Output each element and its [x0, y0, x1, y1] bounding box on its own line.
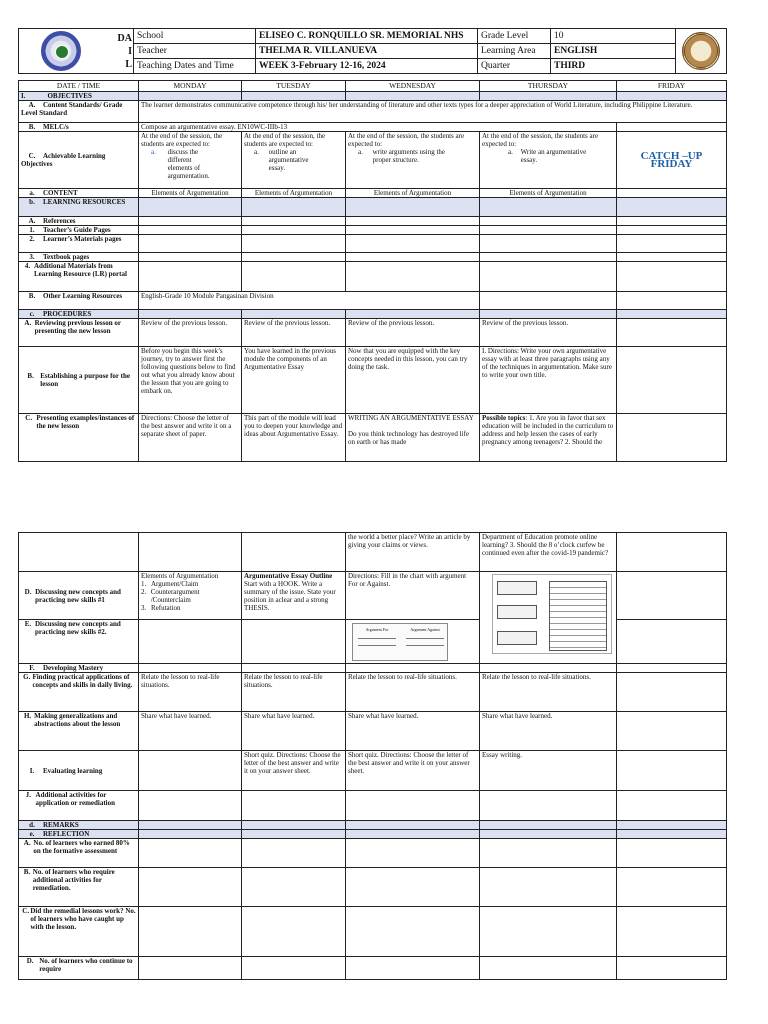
col-header-tuesday: TUESDAY — [242, 81, 346, 92]
other-resources-label: B. Other Learning Resources — [19, 292, 139, 310]
generalizations-wednesday: Share what have learned. — [346, 712, 480, 751]
learning-resources-section: b. LEARNING RESOURCES — [19, 198, 139, 217]
reviewing-thursday: Review of the previous lesson. — [480, 319, 617, 347]
reviewing-label: A. Reviewing previous lesson or presenting the new lesson — [19, 319, 139, 347]
presenting-label: C. Presenting examples/instances of the new lesson — [19, 414, 139, 462]
presenting-wednesday: WRITING AN ARGUMENTATIVE ESSAY Do you think technology has destroyed life on earth or has made — [346, 414, 480, 462]
school-label: School — [134, 29, 256, 44]
objectives-section: I. OBJECTIVES — [19, 92, 139, 101]
content-tuesday: Elements of Argumentation — [242, 189, 346, 198]
purpose-wednesday: Now that you are equipped with the key concepts needed in this lesson, you can try doing the task. — [346, 347, 480, 414]
finding-applications-label: G. Finding practical applications of concepts and skills in daily living. — [19, 673, 139, 712]
references-label: A. References — [19, 217, 139, 226]
list-item: Counterargument /Counterclaim — [150, 588, 200, 604]
alo-monday: At the end of the session, the students are expected to: a. discuss the different elements of argumentation. — [139, 132, 242, 189]
essay-outline-diagram — [492, 574, 612, 654]
col-header-thursday: THURSDAY — [480, 81, 617, 92]
textbook-pages-label: 3. Textbook pages — [19, 253, 139, 262]
evaluating-tuesday: Short quiz. Directions: Choose the letter of the best answer and write it on your answer sheet. — [242, 751, 346, 791]
presenting-thursday: Possible topics: 1. Are you in favor that sex education will be included in the curriculum to address and help lessen the cases of early pregnancy among teenagers? 2. Should the — [480, 414, 617, 462]
presenting-thursday-cont: Department of Education promote online learning? 3. Should the 8 o’clock curfew be continued even after the covid-19 pandemic? — [480, 533, 617, 572]
purpose-tuesday: You have learned in the previous module the components of an Argumentative Essay — [242, 347, 346, 414]
melc-label: B. MELC/s — [19, 123, 139, 132]
applications-thursday: Relate the lesson to real-life situations. — [480, 673, 617, 712]
grade-level-label: Grade Level — [478, 29, 551, 44]
list-item: Argument/Claim — [151, 580, 199, 588]
discussing-1-wednesday: Directions: Fill in the chart with argument For or Against. — [346, 572, 480, 620]
presenting-monday: Directions: Choose the letter of the best answer and write it on a separate sheet of paper. — [139, 414, 242, 462]
discussing-1-monday: Elements of Argumentation 1. Argument/Claim 2. Counterargument /Counterclaim 3. Refutation — [139, 572, 242, 620]
content-monday: Elements of Argumentation — [139, 189, 242, 198]
content-standards-label: A. Content Standards/ Grade Level Standard — [19, 101, 139, 123]
additional-activities-label: J. Additional activities for application or remediation — [19, 791, 139, 821]
melc-value: Compose an argumentative essay. EN10WC-IIIb-13 — [139, 123, 617, 132]
presenting-tuesday: This part of the module will lead you to deepen your knowledge and ideas about Argumentative Essay. — [242, 414, 346, 462]
school-seal-cell — [676, 29, 727, 74]
reflection-d-label: D. No. of learners who continue to require — [19, 957, 139, 980]
alo-label: C. Achievable Learning Objectives — [19, 132, 139, 189]
argument-for-against-chart: Argument For Argument Against — [352, 623, 448, 661]
reflection-section: e. REFLECTION — [19, 830, 139, 839]
reflection-c-label: C. Did the remedial lessons work? No. of learners who have caught up with the lesson. — [19, 907, 139, 957]
evaluating-thursday: Essay writing. — [480, 751, 617, 791]
dll-table-page2 — [18, 532, 727, 980]
remarks-section: d. REMARKS — [19, 821, 139, 830]
purpose-label: B. Establishing a purpose for the lesson — [19, 347, 139, 414]
argument-chart-cell — [346, 620, 480, 664]
content-thursday: Elements of Argumentation — [480, 189, 617, 198]
alo-wednesday: At the end of the session, the students are expected to: a. write arguments using the proper structure. — [346, 132, 480, 189]
generalizations-tuesday: Share what have learned. — [242, 712, 346, 751]
col-header-monday: MONDAY — [139, 81, 242, 92]
title-letter: I — [128, 45, 132, 57]
generalizations-monday: Share what have learned. — [139, 712, 242, 751]
evaluating-label: I. Evaluating learning — [19, 751, 139, 791]
catch-up-friday-label: CATCH –UP FRIDAY — [617, 132, 727, 189]
quarter-value: THIRD — [551, 59, 676, 74]
developing-mastery-label: F. Developing Mastery — [19, 664, 139, 673]
discussing-1-label: D. Discussing new concepts and practicing new skills #1 — [19, 572, 139, 620]
teacher-label: Teacher — [134, 44, 256, 59]
essay-outline-diagram-cell — [480, 572, 617, 664]
discussing-1-tuesday: Argumentative Essay Outline Start with a HOOK. Write a summary of the issue. State your position in aclear and a strong THESIS. — [242, 572, 346, 620]
col-header-date: DATE / TIME — [19, 81, 139, 92]
reviewing-monday: Review of the previous lesson. — [139, 319, 242, 347]
applications-tuesday: Relate the lesson to real-life situations. — [242, 673, 346, 712]
procedures-section: c. PROCEDURES — [19, 310, 139, 319]
applications-monday: Relate the lesson to real-life situations. — [139, 673, 242, 712]
reviewing-tuesday: Review of the previous lesson. — [242, 319, 346, 347]
header-table — [18, 28, 727, 74]
presenting-wednesday-cont: the world a better place? Write an article by giving your claims or views. — [346, 533, 480, 572]
col-header-friday: FRIDAY — [617, 81, 727, 92]
learning-area-label: Learning Area — [478, 44, 551, 59]
quarter-label: Quarter — [478, 59, 551, 74]
teachers-guide-label: 1. Teacher’s Guide Pages — [19, 226, 139, 235]
evaluating-wednesday: Short quiz. Directions: Choose the letter of the best answer and write it on your answer sheet. — [346, 751, 480, 791]
reviewing-wednesday: Review of the previous lesson. — [346, 319, 480, 347]
teaching-dates-value: WEEK 3-February 12-16, 2024 — [256, 59, 478, 74]
teaching-dates-label: Teaching Dates and Time — [134, 59, 256, 74]
title-letter: DA — [117, 32, 132, 44]
generalizations-label: H. Making generalizations and abstractions about the lesson — [19, 712, 139, 751]
content-wednesday: Elements of Argumentation — [346, 189, 480, 198]
additional-materials-label: 4. Additional Materials from Learning Resource (LR) portal — [19, 262, 139, 292]
school-seal-icon — [682, 32, 720, 70]
deped-seal-icon — [41, 31, 81, 71]
generalizations-thursday: Share what have learned. — [480, 712, 617, 751]
applications-wednesday: Relate the lesson to real-life situations. — [346, 673, 480, 712]
deped-seal-cell — [19, 29, 134, 74]
learning-area-value: ENGLISH — [551, 44, 676, 59]
col-header-wednesday: WEDNESDAY — [346, 81, 480, 92]
list-item: Refutation — [151, 604, 181, 612]
dll-table-page1 — [18, 80, 727, 462]
discussing-2-label: E. Discussing new concepts and practicing new skills #2. — [19, 620, 139, 664]
purpose-monday: Before you begin this week’s journey, try to answer first the following questions below to find out what you already know about the lesson that you are going to embark on. — [139, 347, 242, 414]
alo-thursday: At the end of the session, the students are expected to: a. Write an argumentative essay. — [480, 132, 617, 189]
content-standards-value: The learner demonstrates communicative competence through his/ her understanding of literature and other texts types for a deeper appreciation of World Literature, including Philippine Literature. — [139, 101, 727, 123]
teacher-value: THELMA R. VILLANUEVA — [256, 44, 478, 59]
reflection-a-label: A. No. of learners who earned 80% on the formative assessment — [19, 839, 139, 868]
content-label: a. CONTENT — [19, 189, 139, 198]
title-letter: L — [125, 58, 132, 70]
reflection-b-label: B. No. of learners who require additional activities for remediation. — [19, 868, 139, 907]
learners-materials-label: 2. Learner’s Materials pages — [19, 235, 139, 253]
alo-tuesday: At the end of the session, the students are expected to: a. outline an argumentative essay. — [242, 132, 346, 189]
other-resources-value: English-Grade 10 Module Pangasinan Division — [139, 292, 480, 310]
grade-level-value: 10 — [551, 29, 676, 44]
purpose-thursday: I. Directions: Write your own argumentative essay with at least three paragraphs using any of the techniques in argumentation. Make sure to write your own title. — [480, 347, 617, 414]
school-value: ELISEO C. RONQUILLO SR. MEMORIAL NHS — [256, 29, 478, 44]
